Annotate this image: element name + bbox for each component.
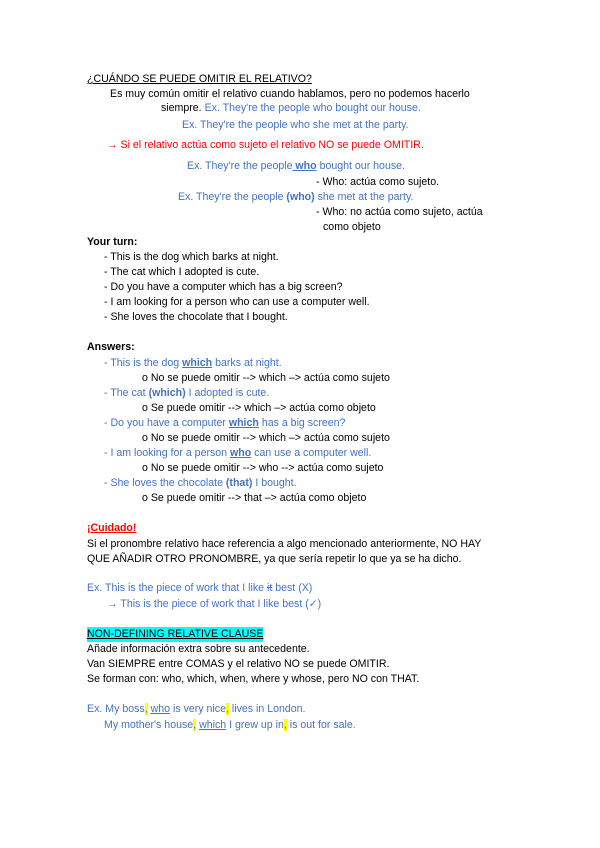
your-turn-item: - Do you have a computer which has a big screen? — [104, 281, 343, 293]
answer-4-relative: who — [230, 447, 252, 459]
example-3-relative: who — [292, 160, 317, 172]
example-3 — [187, 159, 405, 174]
answer-1-note: o No se puede omitir --> which –> actúa como sujeto — [142, 372, 390, 384]
cuidado-text-1: Si el pronombre relativo hace referencia a algo mencionado anteriormente, NO HAY — [87, 538, 482, 550]
answer-3 — [104, 416, 345, 431]
non-defining-text-1: Añade información extra sobre su antecedente. — [87, 643, 310, 655]
intro-text-line-1: Es muy común omitir el relativo cuando hablamos, pero no podemos hacerlo — [110, 88, 470, 100]
cuidado-example-1 — [87, 581, 312, 596]
answer-2-end: I adopted is cute. — [185, 387, 270, 399]
nd-example-2-relative: which — [199, 719, 227, 731]
example-4-note-2: como objeto — [323, 221, 381, 233]
answer-2 — [104, 386, 269, 401]
nd-example-1-comma: , — [225, 703, 229, 715]
nd-example-1-relative: who — [150, 703, 171, 715]
cuidado-example-1-struck: it — [266, 582, 273, 594]
intro-text-siempre: siempre. — [161, 102, 202, 114]
example-4-start: Ex. They're the people — [178, 191, 287, 203]
answer-4 — [104, 446, 371, 461]
nd-example-1-part: Ex. My boss — [87, 703, 145, 715]
non-defining-example-2 — [104, 718, 356, 733]
answer-1 — [104, 356, 282, 371]
your-turn-item: - This is the dog which barks at night. — [104, 251, 279, 263]
cuidado-example-2: → This is the piece of work that I like best (✓) — [107, 598, 322, 610]
answer-4-note: o No se puede omitir --> who --> actúa como sujeto — [142, 462, 384, 474]
nd-example-2-part: My mother's house — [104, 719, 194, 731]
your-turn-item: - The cat which I adopted is cute. — [104, 266, 260, 278]
answer-5-relative: (that) — [225, 477, 253, 489]
answer-1-start: - This is the dog — [104, 357, 183, 369]
example-3-note: - Who: actúa como sujeto. — [316, 176, 440, 188]
your-turn-item: - She loves the chocolate that I bought. — [104, 311, 288, 323]
nd-example-1-part: is very nice — [170, 703, 226, 715]
answer-2-start: - The cat — [104, 387, 149, 399]
answer-4-end: can use a computer well. — [251, 447, 372, 459]
answer-2-note: o Se puede omitir --> which –> actúa como objeto — [142, 402, 376, 414]
answer-2-relative: (which) — [148, 387, 186, 399]
cuidado-example-1-end: best (X) — [272, 582, 313, 594]
example-3-end: bought our house. — [316, 160, 405, 172]
nd-example-2-part: I grew up in — [226, 719, 284, 731]
answer-4-start: - I am looking for a person — [104, 447, 231, 459]
non-defining-example-1 — [87, 702, 306, 717]
answer-5-start: - She loves the chocolate — [104, 477, 226, 489]
answer-3-end: has a big screen? — [258, 417, 346, 429]
your-turn-heading: Your turn: — [87, 236, 138, 248]
answer-3-start: - Do you have a computer — [104, 417, 229, 429]
your-turn-item: - I am looking for a person who can use a computer well. — [104, 296, 370, 308]
intro-text-line-2 — [161, 101, 421, 116]
answer-3-relative: which — [228, 417, 259, 429]
answer-3-note: o No se puede omitir --> which –> actúa como sujeto — [142, 432, 390, 444]
cuidado-text-2: QUE AÑADIR OTRO PRONOMBRE, ya que sería repetir lo que ya se ha dicho. — [87, 553, 462, 565]
non-defining-text-2: Van SIEMPRE entre COMAS y el relativo NO se puede OMITIR. — [87, 658, 390, 670]
nd-example-1-part: lives in London. — [228, 703, 306, 715]
nd-example-2-comma: , — [193, 719, 197, 731]
nd-example-1-comma: , — [144, 703, 148, 715]
example-3-start: Ex. They're the people — [187, 160, 293, 172]
answer-1-end: barks at night. — [212, 357, 282, 369]
example-1: Ex. They're the people who bought our house. — [204, 102, 421, 114]
answer-5-note: o Se puede omitir --> that –> actúa como objeto — [142, 492, 367, 504]
non-defining-text-3: Se forman con: who, which, when, where y whose, pero NO con THAT. — [87, 673, 420, 685]
example-4-note-1: - Who: no actúa como sujeto, actúa — [316, 206, 483, 218]
nd-example-2-comma: , — [283, 719, 287, 731]
omit-rule: → Si el relativo actúa como sujeto el relativo NO se puede OMITIR. — [107, 139, 424, 151]
answer-1-relative: which — [182, 357, 213, 369]
cuidado-heading: ¡Cuidado! — [87, 522, 137, 534]
answer-5 — [104, 476, 297, 491]
cuidado-example-1-start: Ex. This is the piece of work that I like — [87, 582, 267, 594]
answers-heading: Answers: — [87, 341, 135, 353]
example-4 — [178, 190, 413, 205]
non-defining-heading: NON-DEFINING RELATIVE CLAUSE — [87, 628, 264, 640]
example-4-end: she met at the party. — [314, 191, 414, 203]
nd-example-2-part: is out for sale. — [286, 719, 356, 731]
answer-5-end: I bought. — [252, 477, 297, 489]
section-title: ¿CUÁNDO SE PUEDE OMITIR EL RELATIVO? — [87, 73, 312, 85]
example-2: Ex. They're the people who she met at the party. — [182, 119, 409, 131]
example-4-relative: (who) — [286, 191, 315, 203]
